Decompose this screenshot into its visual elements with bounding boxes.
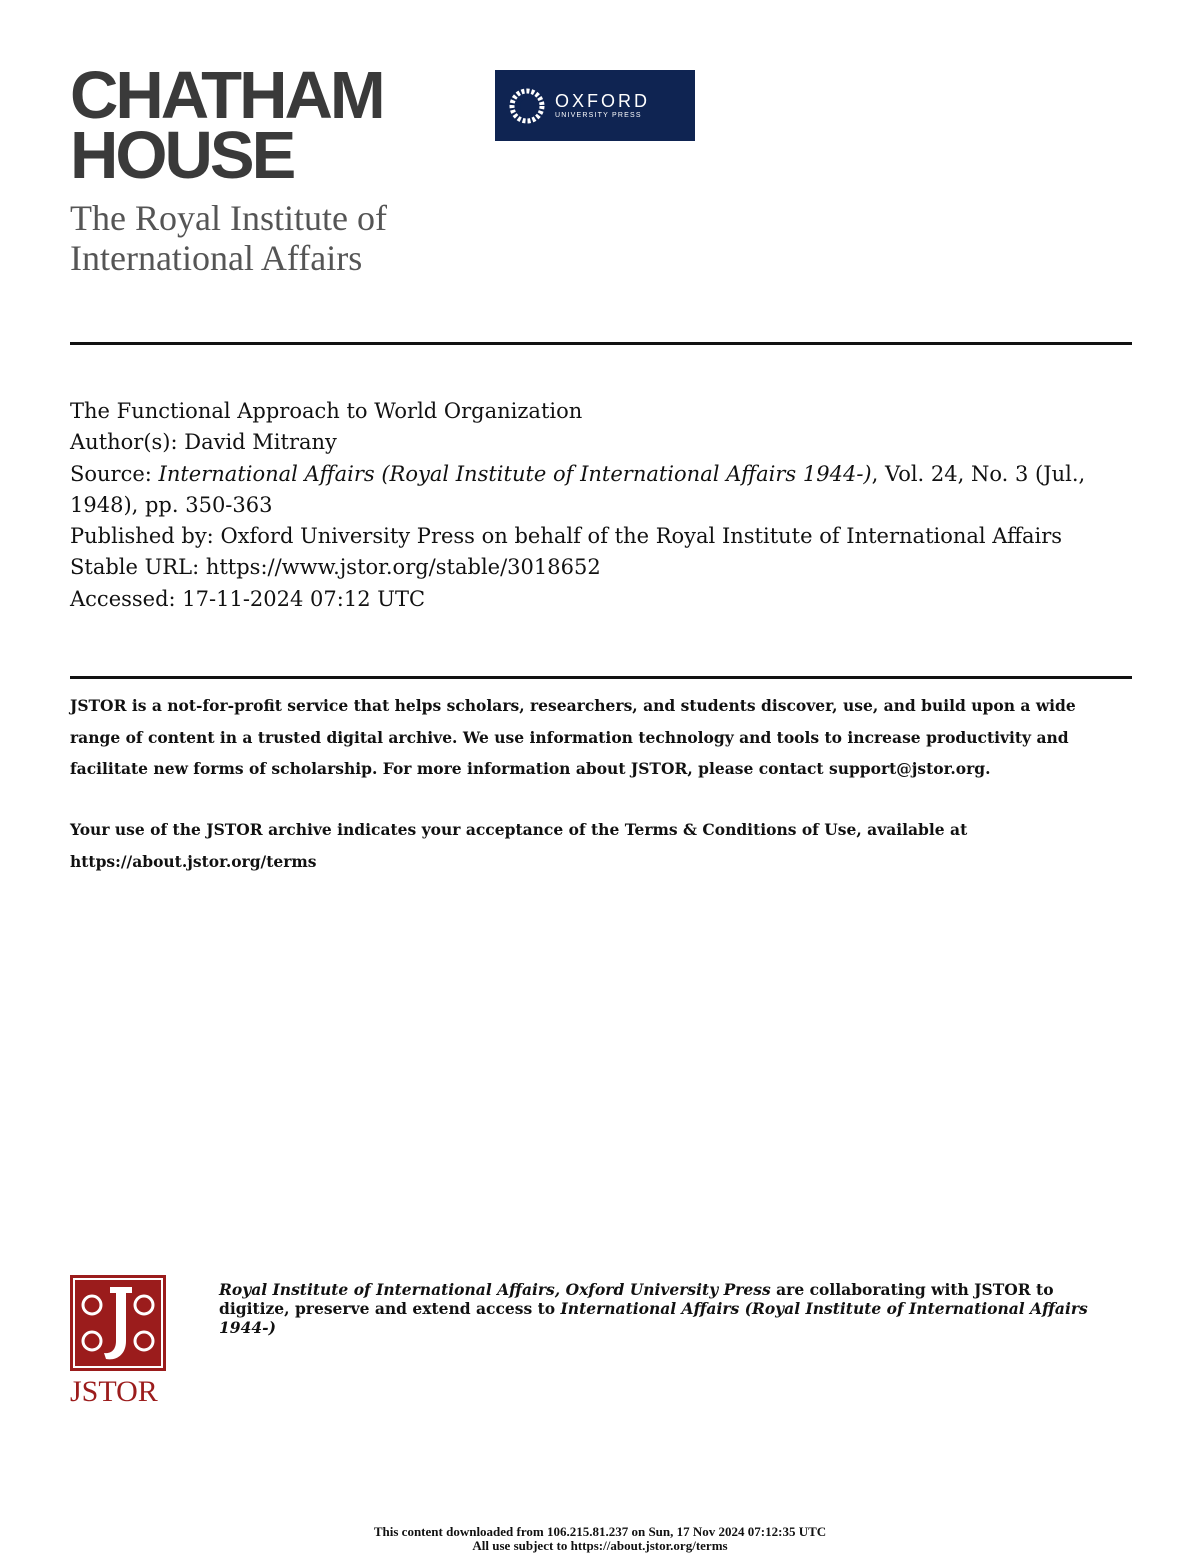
terms-line1: Your use of the JSTOR archive indicates your acceptance of the Terms & Conditions of Use, available at	[70, 820, 968, 839]
notice-line1: JSTOR is a not-for-profit service that helps scholars, researchers, and students discover, use, and build upon a wide	[70, 696, 1076, 715]
middle-divider	[70, 676, 1132, 679]
footer-line2: All use subject to https://about.jstor.org/terms	[472, 1538, 728, 1553]
jstor-wordmark: JSTOR	[70, 1375, 158, 1408]
notice-line3: facilitate new forms of scholarship. For more information about JSTOR, please contact support@jstor.org.	[70, 759, 991, 778]
top-divider	[70, 342, 1132, 345]
jstor-logo	[70, 1275, 168, 1407]
accessed-label: Accessed:	[70, 586, 183, 611]
collaboration-statement	[219, 1280, 1099, 1337]
oxford-emblem-icon	[509, 88, 545, 124]
oxford-university-press-logo	[495, 70, 695, 141]
chatham-logo-sub2: International Affairs	[70, 238, 363, 278]
collab-text: are collaborating with JSTOR to digitize, preserve and extend access to	[219, 1280, 1054, 1318]
article-author	[70, 427, 1132, 458]
accessed-date	[70, 584, 1132, 615]
jstor-notice	[70, 690, 1132, 785]
terms-notice	[70, 814, 1132, 877]
chatham-logo-line1: CHATHAM	[70, 58, 383, 133]
oxford-tagline: UNIVERSITY PRESS	[555, 112, 642, 119]
source-label: Source:	[70, 461, 159, 486]
chatham-house-logo	[70, 58, 430, 278]
article-source	[70, 459, 1132, 522]
oxford-name: OXFORD	[555, 91, 651, 111]
stable-url	[70, 552, 1132, 583]
publisher-label: Published by:	[70, 524, 221, 549]
url-label: Stable URL:	[70, 555, 206, 580]
terms-link[interactable]: https://about.jstor.org/terms	[70, 851, 317, 871]
article-title: The Functional Approach to World Organization	[70, 399, 583, 423]
chatham-logo-sub1: The Royal Institute of	[70, 198, 387, 238]
citation-block	[70, 396, 1132, 615]
article-publisher	[70, 521, 1132, 552]
source-details: , Vol. 24, No. 3 (Jul., 1948), pp. 350-363	[70, 461, 1086, 517]
download-footer	[0, 1525, 1200, 1553]
author-name: David Mitrany	[184, 430, 337, 455]
source-journal: International Affairs (Royal Institute of International Affairs 1944-)	[158, 461, 872, 486]
url-link[interactable]: https://www.jstor.org/stable/3018652	[205, 555, 601, 580]
jstor-seal-icon	[70, 1275, 166, 1371]
collab-partners: Royal Institute of International Affairs, Oxford University Press	[219, 1280, 771, 1299]
author-label: Author(s):	[70, 430, 185, 455]
collab-journal: International Affairs (Royal Institute of International Affairs 1944-)	[219, 1299, 1088, 1337]
chatham-logo-line2: HOUSE	[70, 118, 294, 193]
accessed-value: 17-11-2024 07:12 UTC	[182, 586, 426, 611]
publisher-name: Oxford University Press on behalf of the Royal Institute of International Affairs	[220, 524, 1063, 549]
footer-line1: This content downloaded from 106.215.81.237 on Sun, 17 Nov 2024 07:12:35 UTC	[373, 1524, 827, 1539]
notice-line2: range of content in a trusted digital archive. We use information technology and tools to increase productivity and	[70, 727, 1069, 747]
